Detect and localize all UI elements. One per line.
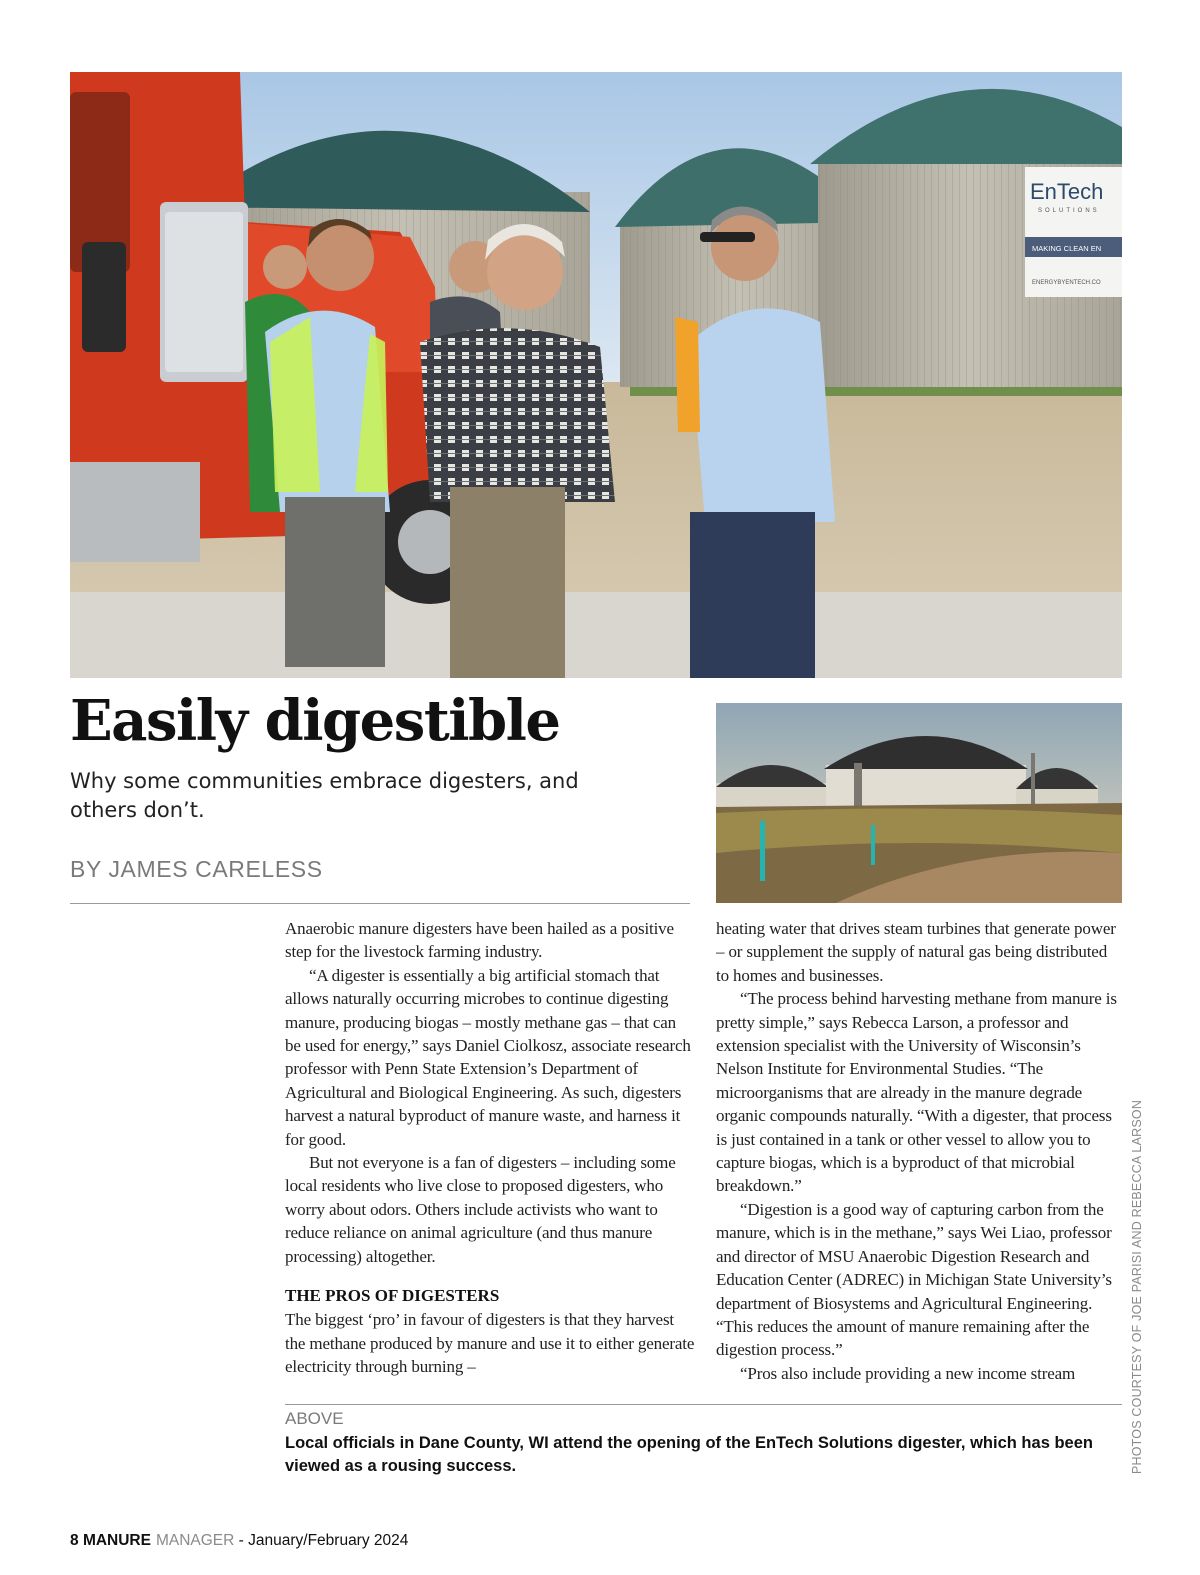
sign-tagline-text: MAKING CLEAN EN (1032, 244, 1102, 253)
sign-url-text: ENERGYBYENTECH.CO (1032, 280, 1101, 286)
magazine-name-light: MANAGER (155, 1532, 235, 1549)
body-paragraph: “Digestion is a good way of capturing carbon from the manure, which is in the methane,” says Wei Liao, professor and director of MSU Anaerobic Digestion Research and Education Center (ADREC) in Michigan State University’s department of Biosystems and Agricultural Engineering. “This reduces the amount of manure remaining after the digestion process.” (716, 1199, 1112, 1360)
hero-photo (70, 72, 1122, 678)
page-folio (70, 1532, 408, 1550)
sign-logo-text: EnTech (1030, 179, 1104, 204)
digester-tanks-photo (716, 703, 1122, 903)
photo-credit: PHOTOS COURTESY OF JOE PARISI AND REBECCA LARSON (1130, 1099, 1144, 1474)
body-paragraph: “The process behind harvesting methane from manure is pretty simple,” says Rebecca Larson, a professor and extension specialist with the University of Wisconsin’s Nelson Institute for Environmental Studies. “The microorganisms that are already in the manure degrade organic compounds naturally. “With a digester, that process is just contained in a tank or other vessel to allow you to capture biogas, which is a byproduct of that microbial breakdown.” (716, 989, 1117, 1196)
byline-divider (70, 903, 690, 904)
section-heading: THE PROS OF DIGESTERS (285, 1286, 500, 1306)
sign-sub-text: SOLUTIONS (1038, 208, 1100, 214)
digester-tanks-illustration (716, 703, 1122, 903)
page-number: 8 (70, 1532, 79, 1549)
magazine-name-bold: MANURE (82, 1532, 151, 1549)
caption-text: Local officials in Dane County, WI attend the opening of the EnTech Solutions digester, which has been viewed as a rousing success. (285, 1434, 1093, 1475)
caption-divider (285, 1404, 1122, 1405)
body-column-1 (285, 917, 695, 1387)
body-paragraph: “Pros also include providing a new income stream (740, 1363, 1076, 1383)
article-byline: BY JAMES CARELESS (70, 856, 323, 882)
body-paragraph: But not everyone is a fan of digesters – including some local residents who live close to proposed digesters, who worry about odors. Others include activists who want to reduce reliance on animal agriculture (and thus manure processing) altogether. (285, 1153, 676, 1266)
body-paragraph: “A digester is essentially a big artificial stomach that allows naturally occurring microbes to continue digesting manure, producing biogas – mostly methane gas – that can be used for energy,” says Daniel Ciolkosz, associate research professor with Penn State Extension’s Department of Agricultural and Biological Engineering. As such, digesters harvest a natural byproduct of manure waste, and harness it for good. (285, 965, 691, 1149)
hero-photo-illustration (70, 72, 1122, 678)
article-subtitle: Why some communities embrace digesters, and others don’t. (70, 769, 579, 822)
issue-date: - January/February 2024 (238, 1532, 409, 1549)
body-column-2 (716, 917, 1124, 1387)
caption-label: ABOVE (285, 1409, 344, 1428)
body-paragraph: The biggest ‘pro’ in favour of digesters is that they harvest the methane produced by manure and use it to either generate electricity through burning – (285, 1310, 695, 1376)
body-paragraph: heating water that drives steam turbines that generate power – or supplement the supply of natural gas being distributed to homes and businesses. (716, 919, 1116, 985)
body-paragraph: Anaerobic manure digesters have been hailed as a positive step for the livestock farming industry. (285, 919, 674, 962)
article-title: Easily digestible (70, 688, 560, 754)
